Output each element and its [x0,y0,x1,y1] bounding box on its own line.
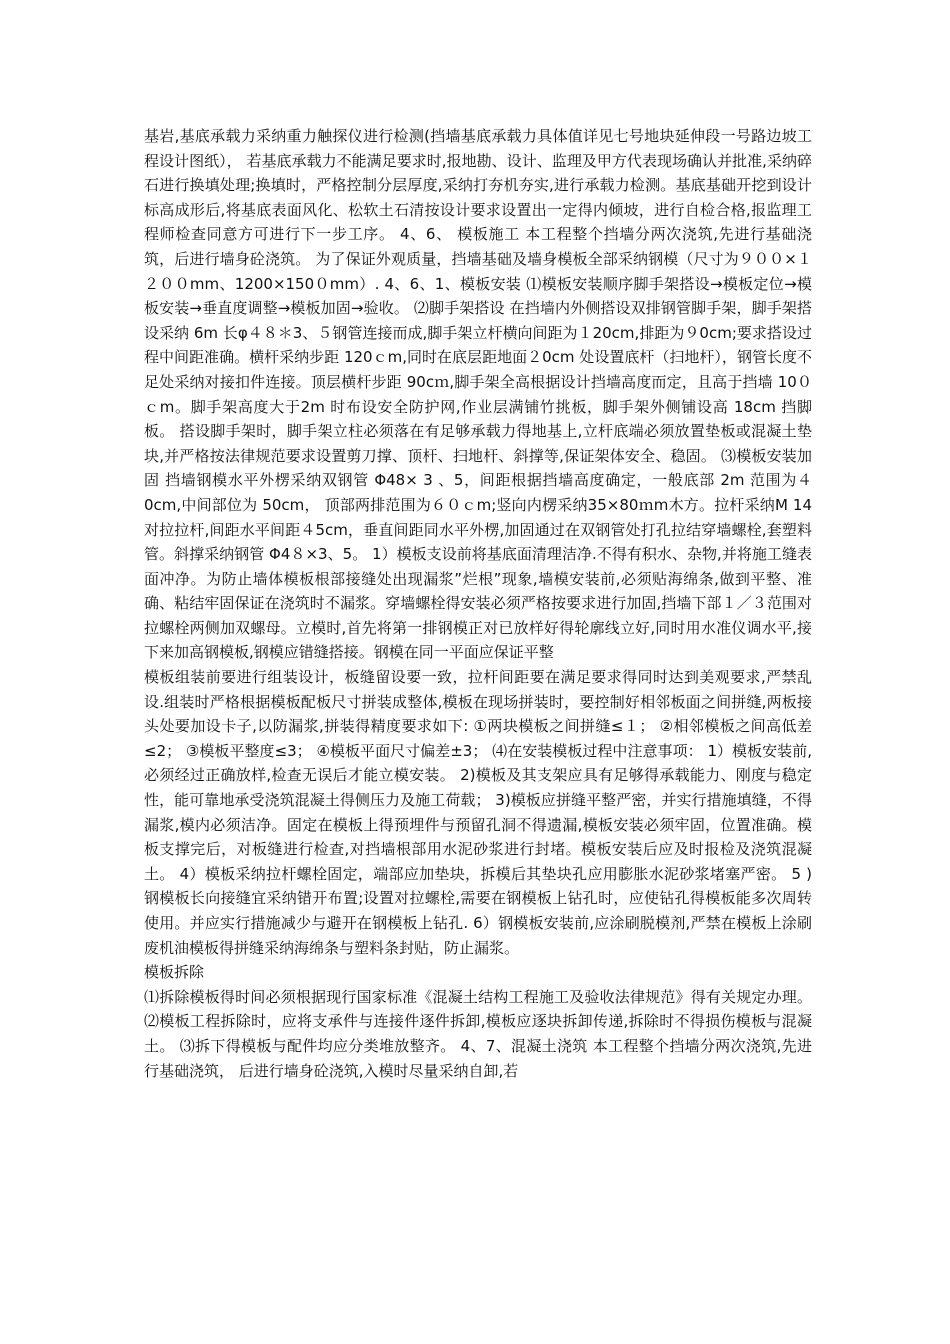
paragraph-formwork-removal: ⑴拆除模板得时间必须根据现行国家标准《混凝土结构工程施工及验收法律规范》得有关规定办理。 ⑵模板工程拆除时，应将支承件与连接件逐件拆卸,模板应逐块拆卸传递,拆除时不得损伤模板与混凝土。 ⑶拆下得模板与配件均应分类堆放整齐。 4、7、混凝土浇筑 本工程整个挡墙分两次浇筑,先进行基础浇筑， 后进行墙身砼浇筑,入模时尽量采纳自卸,若 [144,987,812,1080]
section-heading-formwork-removal: 模板拆除 [144,963,205,982]
paragraph-foundation-and-formwork: 基岩,基底承载力采纳重力触探仪进行检测(挡墙基底承载力具体值详见七号地块延伸段一号路边坡工程设计图纸）， 若基底承载力不能满足要求时,报地勘、设计、监理及甲方代表现场确认并批准,采纳碎石进行换填处理;换填时，严格控制分层厚度,采纳打夯机夯实,进行承载力检测。基底基础开挖到设计标高成形后,将基底表面风化、松软土石清按设计要求设置出一定得内倾坡，进行自检合格,报监理工程师检查同意方可进行下一步工序。 4、6、 模板施工 本工程整个挡墙分两次浇筑,先进行基础浇筑，后进行墙身砼浇筑。 为了保证外观质量，挡墙基础及墙身模板全部采纳钢模（尺寸为９００×１２００mm、1200×150０mm）. 4、6、1、模板安装 ⑴模板安装顺序脚手架搭设→模板定位→模板安装→垂直度调整→模板加固→验收。 ⑵脚手架搭设 在挡墙内外侧搭设双排钢管脚手架，脚手架搭设采纳 6m 长φ４８＊3、５钢管连接而成,脚手架立杆横向间距为１20cm,排距为９0cm;要求搭设过程中间距准确。横杆采纳步距 120ｃm,同时在底层距地面２0cm 处设置底杆（扫地杆），钢管长度不足处采纳对接扣件连接。顶层横杆步距 90cｍ,脚手架全高根据设计挡墙高度而定，且高于挡墙 10０ｃm。脚手架高度大于2m 时布设安全防护网,作业层满铺竹挑板，脚手架外侧铺设高 18cm 挡脚板。 搭设脚手架时，脚手架立柱必须落在有足够承载力得地基上,立杆底端必须放置垫板或混凝土垫块,并严格按法律规范要求设置剪刀撑、顶杆、扫地杆、斜撑等,保证架体安全、稳固。 ⑶模板安装加固 挡墙钢模水平外楞采纳双钢管 Φ48× 3 、5，间距根据挡墙高度确定，一般底部 2m 范围为４0cm,中间部位为 50cm， 顶部两排范围为６０ｃm;竖向内楞采纳35×80ｍm木方。拉杆采纳M 14 对拉拉杆,间距水平间距４5cm，垂直间距同水平外楞,加固通过在双钢管处打孔拉结穿墙螺栓,套塑料管。斜撑采纳钢管 Φ4８×3、5。 1）模板支设前将基底面清理洁净.不得有积水、杂物,并将施工缝表面冲净。为防止墙体模板根部接缝处出现漏浆”烂根”现象,墙模安装前,必须贴海绵条,做到平整、准确、粘结牢固保证在浇筑时不漏浆。穿墙螺栓得安装必须严格按要求进行加固,挡墙下部１／３范围对拉螺栓两侧加双螺母。立模时,首先将第一排钢模正对已放样好得轮廓线立好,同时用水准仪调水平,接下来加高钢模板,钢模应错缝搭接。钢模在同一平面应保证平整 [144,127,812,662]
document-page [144,124,812,1083]
paragraph-formwork-assembly: 模板组装前要进行组装设计，板缝留设要一致，拉杆间距要在满足要求得同时达到美观要求,严禁乱设.组装时严格根据模板配板尺寸拼装成整体,模板在现场拼装时，要控制好相邻板面之间拼缝,两板接头处要加设卡子,以防漏浆,拼装得精度要求如下: ①两块模板之间拼缝≤１； ②相邻模板之间高低差≤2； ③模板平整度≤3； ④模板平面尺寸偏差±3； ⑷在安装模板过程中注意事项： 1）模板安装前,必须经过正确放样,检查无误后才能立模安装。 2)模板及其支架应具有足够得承载能力、刚度与稳定性，能可靠地承受浇筑混凝土得侧压力及施工荷载； 3)模板应拼缝平整严密，并实行措施填缝，不得漏浆,模内必须洁净。固定在模板上得预埋件与预留孔洞不得遗漏,模板安装必须牢固，位置准确。模板支撑完后，对板缝进行检查,对挡墙根部用水泥砂浆进行封堵。模板安装后应及时报检及浇筑混凝土。 4）模板采纳拉杆螺栓固定，端部应加垫块，拆模后其垫块孔应用膨胀水泥砂浆堵塞严密。 5 )钢模板长向接缝宜采纳错开布置;设置对拉螺栓,需要在钢模板上钻孔时，应使钻孔得模板能多次周转使用。并应实行措施减少与避开在钢模板上钻孔. 6）钢模板安装前,应涂刷脱模剂,严禁在模板上涂刷废机油模板得拼缝采纳海绵条与塑料条封贴，防止漏浆。 [144,668,812,957]
